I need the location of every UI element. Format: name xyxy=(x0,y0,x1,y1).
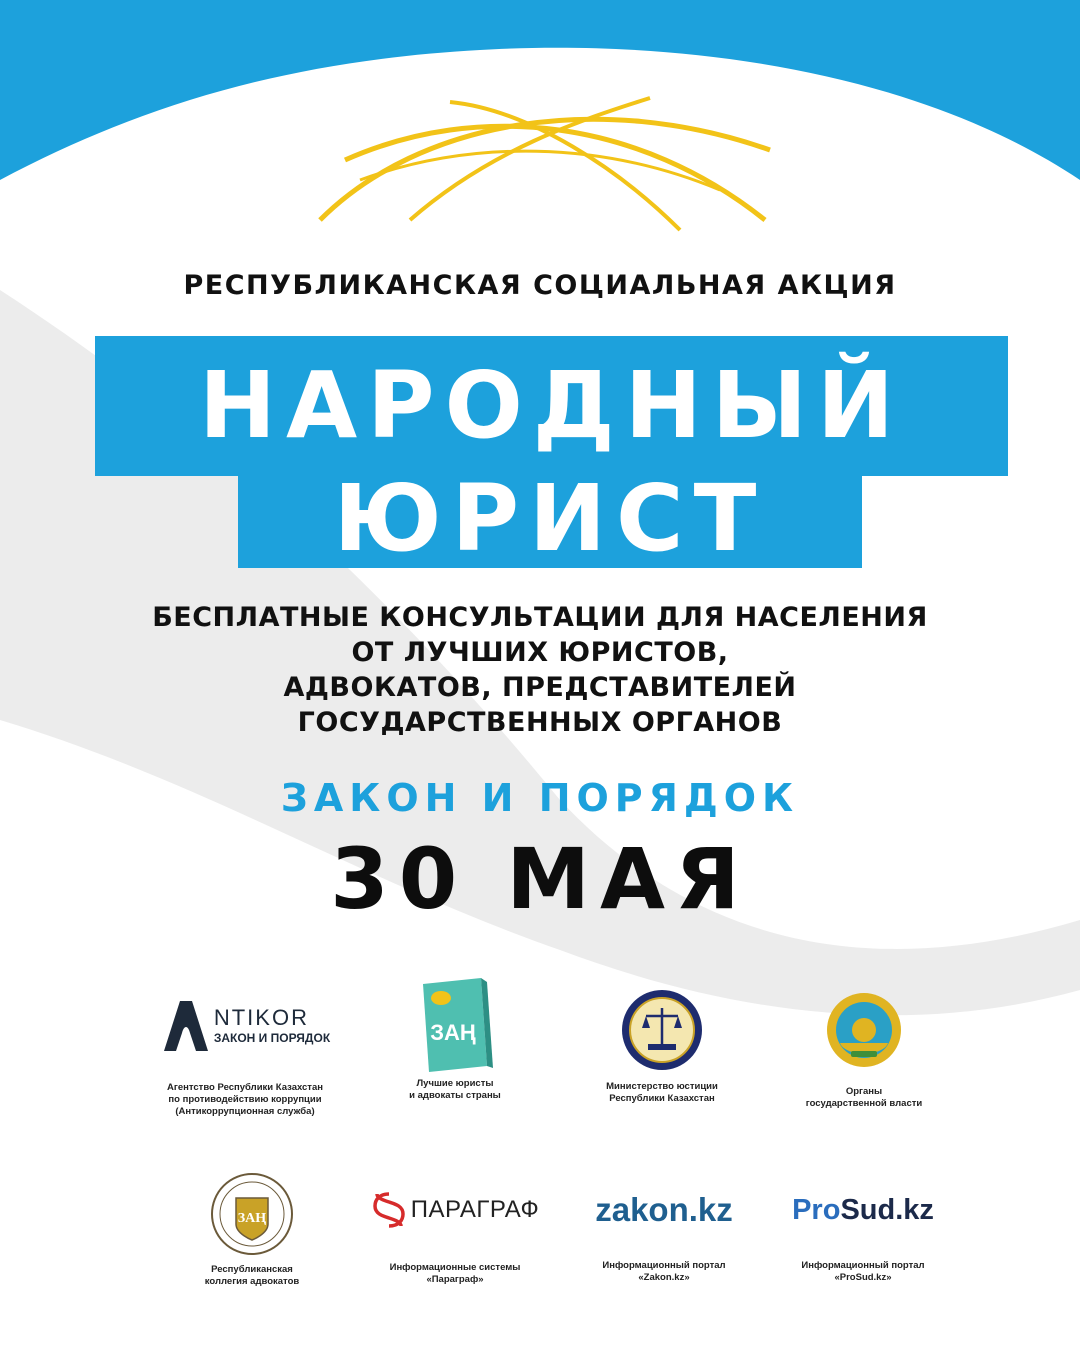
caption-line: по противодействию коррупции xyxy=(168,1094,322,1105)
partner-gov-bodies xyxy=(744,990,984,1110)
prosud-logo-pro: Pro xyxy=(792,1193,841,1226)
paragraf-logo-icon xyxy=(371,1190,407,1230)
caption-line: Республиканская xyxy=(211,1264,293,1275)
caption-line: «ProSud.kz» xyxy=(834,1272,892,1283)
antikor-a-icon xyxy=(160,997,212,1053)
paragraf-logo-text: ПАРАГРАФ xyxy=(410,1196,540,1223)
bar-association-emblem-icon xyxy=(206,1170,298,1258)
prosud-logo-rest: Sud.kz xyxy=(840,1193,934,1226)
slogan: ЗАКОН И ПОРЯДОК xyxy=(280,776,800,820)
gold-arcs-logo xyxy=(300,80,780,240)
caption-line: Информационные системы xyxy=(389,1262,521,1273)
state-emblem-icon xyxy=(825,991,903,1069)
description-line: АДВОКАТОВ, ПРЕДСТАВИТЕЛЕЙ xyxy=(283,672,797,703)
caption-line: (Антикоррупционная служба) xyxy=(175,1106,315,1117)
bar-association-logo-text: ЗАҢ xyxy=(237,1211,267,1226)
caption-line: Информационный портал xyxy=(801,1260,925,1271)
partner-zan-book xyxy=(335,975,575,1102)
description-line: БЕСПЛАТНЫЕ КОНСУЛЬТАЦИИ ДЛЯ НАСЕЛЕНИЯ xyxy=(152,602,928,633)
zan-book-text: ЗАҢ xyxy=(430,1020,476,1045)
caption-line: коллегия адвокатов xyxy=(204,1276,300,1287)
campaign-subtitle: РЕСПУБЛИКАНСКАЯ СОЦИАЛЬНАЯ АКЦИЯ xyxy=(183,270,897,301)
caption-line: государственной власти xyxy=(805,1098,923,1109)
partner-antikor xyxy=(125,990,365,1118)
title-line-2: ЮРИСТ xyxy=(238,470,862,568)
description-line: ГОСУДАРСТВЕННЫХ ОРГАНОВ xyxy=(297,707,783,738)
partner-paragraf xyxy=(335,1188,575,1286)
antikor-logo-word: NTIKOR xyxy=(213,1005,309,1030)
caption-line: Лучшие юристы xyxy=(416,1078,494,1089)
antikor-caption xyxy=(125,1082,365,1118)
zan-book-caption xyxy=(335,1078,575,1102)
caption-line: «Zakon.kz» xyxy=(638,1272,690,1283)
partner-prosud xyxy=(743,1188,983,1284)
caption-line: Республики Казахстан xyxy=(609,1093,715,1104)
prosud-caption xyxy=(743,1260,983,1284)
prosud-logo xyxy=(792,1194,934,1227)
gov-bodies-caption xyxy=(744,1086,984,1110)
event-date: 30 МАЯ xyxy=(330,830,750,928)
caption-line: Агентство Республики Казахстан xyxy=(167,1082,323,1093)
caption-line: «Параграф» xyxy=(426,1274,484,1285)
description xyxy=(0,600,1080,740)
description-line: ОТ ЛУЧШИХ ЮРИСТОВ, xyxy=(351,637,729,668)
caption-line: Органы xyxy=(845,1086,883,1097)
paragraf-caption xyxy=(335,1262,575,1286)
zakon-kz-logo: zakon.kz xyxy=(595,1191,733,1228)
ministry-emblem-icon xyxy=(620,988,704,1072)
antikor-logo-sub: ЗАКОН И ПОРЯДОК xyxy=(213,1031,331,1045)
title-line-1: НАРОДНЫЙ xyxy=(95,336,1008,476)
caption-line: Министерство юстиции xyxy=(606,1081,718,1092)
caption-line: и адвокаты страны xyxy=(409,1090,501,1101)
caption-line: Информационный портал xyxy=(602,1260,726,1271)
zan-book-icon xyxy=(415,976,495,1074)
